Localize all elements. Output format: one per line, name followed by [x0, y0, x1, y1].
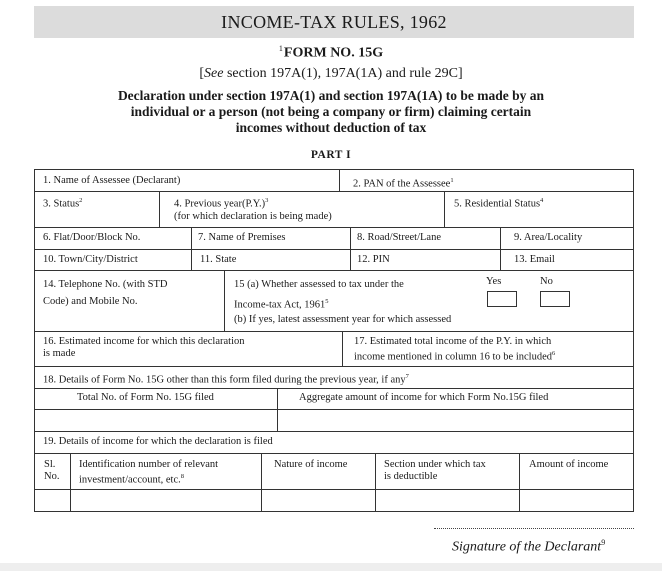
field-town-label: 10. Town/City/District: [43, 254, 138, 265]
field-estimated-total-label: [354, 336, 555, 364]
identification-line-2: investment/account, etc.: [79, 474, 181, 486]
section-line-1: Section under which tax: [384, 459, 486, 470]
section-header: [384, 459, 486, 483]
part-heading: PART I: [310, 149, 352, 161]
field-pan-label: [353, 175, 454, 191]
bottom-band: [0, 563, 662, 571]
row-divider: [35, 249, 633, 250]
footnote-6: 6: [552, 350, 556, 357]
identification-header: [79, 459, 218, 487]
field-area-label: 9. Area/Locality: [514, 232, 583, 243]
header-bar: [34, 6, 634, 38]
field-telephone-line-1: 14. Telephone No. (with STD: [43, 279, 168, 290]
field-assessed-line-2: Income-tax Act, 1961: [234, 299, 326, 311]
signature-label: [452, 538, 605, 556]
see-word: See: [204, 66, 224, 81]
row-divider: [35, 227, 633, 228]
form-number-text: FORM NO. 15G: [283, 45, 384, 61]
field-estimated-income-line-1: 16. Estimated income for which this declaration: [43, 336, 245, 347]
field-residential-text: 5. Residential Status: [454, 198, 541, 210]
signature-line: [434, 528, 634, 529]
field-details-15g-label: [43, 371, 409, 387]
no-label: No: [540, 276, 553, 287]
amount-of-income-header: Amount of income: [529, 459, 609, 470]
footnote-7: 7: [405, 373, 409, 380]
field-previous-year-text: 4. Previous year(P.Y.): [174, 198, 266, 210]
field-status-text: 3. Status: [43, 198, 80, 210]
col-divider: [191, 227, 192, 270]
declaration-line-1: Declaration under section 197A(1) and section 197A(1A) to be made by an: [117, 88, 545, 103]
sl-no-line-1: Sl.: [44, 459, 56, 470]
field-email-label: 13. Email: [514, 254, 555, 265]
field-estimated-total-line-2: income mentioned in column 16 to be included: [354, 351, 552, 363]
col-divider: [277, 388, 278, 431]
row-divider: [35, 331, 633, 332]
sl-no-header: [44, 459, 59, 483]
field-residential-label: [454, 195, 543, 211]
sl-no-line-2: No.: [44, 471, 60, 482]
declaration-line-3: incomes without deduction of tax: [235, 120, 427, 135]
signature-text: Signature of the Declarant: [452, 539, 602, 555]
see-sections: section 197A(1), 197A(1A) and rule 29C: [223, 66, 458, 81]
field-status-label: [43, 195, 82, 211]
footnote-3: 3: [265, 197, 269, 204]
form-number: [0, 44, 662, 62]
form-table: [34, 169, 634, 512]
footnote-5: 5: [325, 298, 329, 305]
col-divider: [159, 191, 160, 227]
field-name-label: 1. Name of Assessee (Declarant): [43, 175, 181, 186]
no-checkbox[interactable]: [540, 291, 570, 307]
col-divider: [350, 227, 351, 270]
row-divider: [35, 489, 633, 490]
field-estimated-income-label: [43, 336, 244, 360]
aggregate-15g-header: Aggregate amount of income for which Form No.15G filed: [299, 392, 549, 403]
section-line-2: is deductible: [384, 471, 438, 482]
field-assessed-line-1: 15 (a) Whether assessed to tax under the: [234, 279, 404, 290]
col-divider: [261, 453, 262, 512]
field-assessed-label: [234, 276, 404, 314]
rules-title: INCOME-TAX RULES, 1962: [221, 12, 447, 32]
col-divider: [444, 191, 445, 227]
field-estimated-total-line-1: 17. Estimated total income of the P.Y. in which: [354, 336, 552, 347]
row-divider: [35, 366, 633, 367]
row-divider: [35, 270, 633, 271]
field-pan-text: 2. PAN of the Assessee: [353, 178, 451, 190]
field-premises-label: 7. Name of Premises: [198, 232, 286, 243]
col-divider: [375, 453, 376, 512]
footnote-9: 9: [601, 538, 606, 547]
see-reference: [See section 197A(1), 197A(1A) and rule 29C]: [199, 66, 463, 81]
field-telephone-label: [43, 276, 167, 310]
nature-of-income-header: Nature of income: [274, 459, 348, 470]
identification-line-1: Identification number of relevant: [79, 459, 219, 470]
col-divider: [500, 227, 501, 270]
field-telephone-line-2: Code) and Mobile No.: [43, 296, 138, 307]
yes-checkbox[interactable]: [487, 291, 517, 307]
col-divider: [342, 331, 343, 366]
row-divider: [35, 453, 633, 454]
declaration-heading: [80, 88, 582, 136]
field-flat-label: 6. Flat/Door/Block No.: [43, 232, 141, 243]
footnote-4: 4: [540, 197, 544, 204]
field-pin-label: 12. PIN: [357, 254, 390, 265]
row-divider: [35, 388, 633, 389]
row-divider: [35, 191, 633, 192]
footnote-1: 1: [450, 177, 454, 184]
field-state-label: 11. State: [200, 254, 237, 265]
field-estimated-income-line-2: is made: [43, 348, 76, 359]
field-details-income-label: 19. Details of income for which the declaration is filed: [43, 436, 273, 447]
field-previous-year-note: (for which declaration is being made): [174, 210, 332, 222]
col-divider: [339, 170, 340, 191]
field-road-label: 8. Road/Street/Lane: [357, 232, 441, 243]
col-divider: [70, 453, 71, 512]
field-assessment-year-label: (b) If yes, latest assessment year for which assessed: [234, 314, 452, 325]
total-15g-header: Total No. of Form No. 15G filed: [77, 392, 214, 403]
row-divider: [35, 431, 633, 432]
col-divider: [519, 453, 520, 512]
field-previous-year-label: [174, 195, 332, 223]
field-details-15g-text: 18. Details of Form No. 15G other than this form filed during the previous year, if any: [43, 374, 406, 386]
row-divider: [35, 409, 633, 410]
declaration-line-2: individual or a person (not being a company or firm) claiming certain: [130, 104, 532, 119]
footnote-2: 2: [79, 197, 83, 204]
yes-label: Yes: [486, 276, 502, 287]
col-divider: [224, 270, 225, 331]
form-number-footnote: 1: [278, 44, 283, 53]
footnote-8: 8: [180, 473, 185, 480]
